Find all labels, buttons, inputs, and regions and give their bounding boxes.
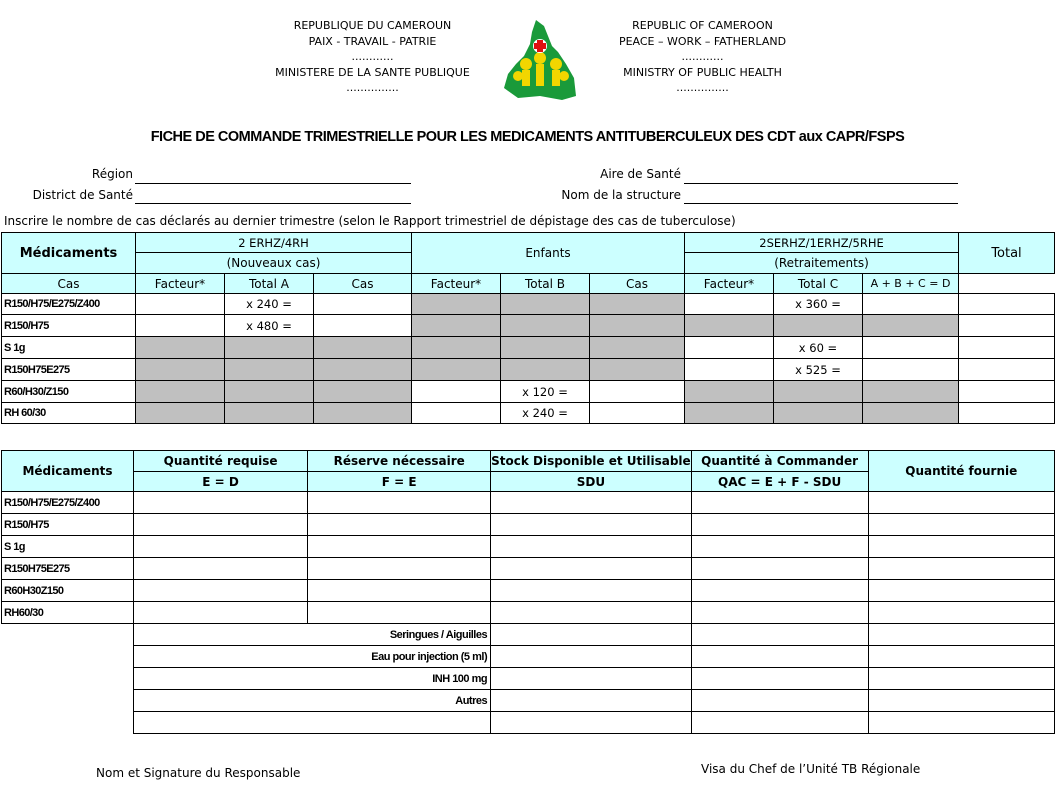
- table-row: [2, 359, 1055, 381]
- cell[interactable]: [133, 492, 307, 514]
- cell[interactable]: [491, 712, 692, 734]
- table-row: [2, 403, 1055, 424]
- form-title: FICHE DE COMMANDE TRIMESTRIELLE POUR LES MEDICAMENTS ANTITUBERCULEUX DES CDT aux CAPR/FSPS: [150, 129, 905, 145]
- shaded-cell: [136, 403, 225, 424]
- cell[interactable]: [133, 580, 307, 602]
- cell[interactable]: [308, 536, 491, 558]
- shaded-cell: [136, 381, 225, 403]
- cell[interactable]: [491, 536, 692, 558]
- shaded-cell: [590, 294, 685, 315]
- facteur-header: Facteur*: [685, 274, 774, 294]
- cell[interactable]: [691, 558, 868, 580]
- cell[interactable]: [868, 536, 1054, 558]
- facteur-cell: x 240 =: [501, 403, 590, 424]
- total-cell[interactable]: [863, 294, 959, 315]
- stock-header: Stock Disponible et Utilisable: [491, 451, 692, 472]
- cell[interactable]: [491, 602, 692, 624]
- shaded-cell: [314, 403, 412, 424]
- table-row: [2, 668, 1055, 690]
- header-left-line: PAIX - TRAVAIL - PATRIE: [308, 34, 437, 48]
- group-b-title: Enfants: [412, 233, 685, 274]
- table-row: [2, 492, 1055, 514]
- facteur-cell: x 525 =: [774, 359, 863, 381]
- cas-header: Cas: [314, 274, 412, 294]
- total-cell[interactable]: [314, 294, 412, 315]
- total-cell[interactable]: [863, 337, 959, 359]
- shaded-cell: [501, 359, 590, 381]
- header-right-line: MINISTRY OF PUBLIC HEALTH: [623, 65, 782, 79]
- cas-cell[interactable]: [412, 381, 501, 403]
- aire-field[interactable]: [684, 183, 958, 184]
- total-a-header: Total A: [225, 274, 314, 294]
- cell[interactable]: [691, 668, 868, 690]
- cell[interactable]: [868, 580, 1054, 602]
- total-c-header: Total C: [774, 274, 863, 294]
- shaded-cell: [225, 381, 314, 403]
- cell[interactable]: [868, 668, 1054, 690]
- facteur-header: Facteur*: [136, 274, 225, 294]
- cas-header: Cas: [590, 274, 685, 294]
- header-right-line: ...............: [676, 81, 729, 94]
- shaded-cell: [225, 359, 314, 381]
- row-label: RH60/30: [2, 602, 134, 624]
- table-row: [2, 646, 1055, 668]
- extra-label: INH 100 mg: [133, 668, 490, 690]
- header-right-line: ............: [681, 50, 724, 63]
- table-row: [2, 536, 1055, 558]
- table-row: [2, 514, 1055, 536]
- cell[interactable]: [491, 514, 692, 536]
- extra-label: Seringues / Aiguilles: [133, 624, 490, 646]
- facteur-cell: x 240 =: [225, 294, 314, 315]
- aire-label: Aire de Santé: [600, 167, 681, 181]
- total-b-header: Total B: [501, 274, 590, 294]
- shaded-cell: [774, 315, 863, 337]
- shaded-cell: [412, 359, 501, 381]
- formula-qac: QAC = E + F - SDU: [691, 472, 868, 492]
- total-d-cell[interactable]: [959, 403, 1055, 424]
- cell[interactable]: [491, 690, 692, 712]
- shaded-cell: [863, 315, 959, 337]
- cell[interactable]: [133, 558, 307, 580]
- facteur-cell: x 120 =: [501, 381, 590, 403]
- shaded-cell: [501, 294, 590, 315]
- cell[interactable]: [868, 646, 1054, 668]
- quantite-commander-header: Quantité à Commander: [691, 451, 868, 472]
- facteur-cell: x 60 =: [774, 337, 863, 359]
- total-d-cell[interactable]: [959, 315, 1055, 337]
- shaded-cell: [590, 337, 685, 359]
- cell[interactable]: [308, 580, 491, 602]
- header-left-line: ............: [351, 50, 394, 63]
- table-row: [2, 690, 1055, 712]
- shaded-cell: [136, 359, 225, 381]
- cell[interactable]: [491, 624, 692, 646]
- cas-header: Cas: [2, 274, 136, 294]
- instruction-text: Inscrire le nombre de cas déclarés au dernier trimestre (selon le Rapport trimestriel de dépistage des cas de tuberculose): [4, 214, 736, 228]
- total-d-cell[interactable]: [959, 294, 1055, 315]
- cell[interactable]: [691, 536, 868, 558]
- total-cell[interactable]: [590, 381, 685, 403]
- row-label: R150H75E275: [2, 359, 136, 381]
- cell[interactable]: [691, 690, 868, 712]
- cell[interactable]: [868, 712, 1054, 734]
- cell[interactable]: [308, 558, 491, 580]
- cell[interactable]: [868, 602, 1054, 624]
- row-label: R60/H30/Z150: [2, 381, 136, 403]
- group-a-subtitle: (Nouveaux cas): [136, 253, 412, 274]
- shaded-cell: [501, 315, 590, 337]
- header-right: [605, 18, 800, 96]
- cell[interactable]: [691, 580, 868, 602]
- district-label: District de Santé: [32, 188, 133, 202]
- total-cell[interactable]: [590, 403, 685, 424]
- medicaments-header: Médicaments: [2, 233, 136, 274]
- row-label: R150/H75/E275/Z400: [2, 492, 134, 514]
- region-field[interactable]: [135, 183, 411, 184]
- cell[interactable]: [308, 514, 491, 536]
- row-label: S 1g: [2, 337, 136, 359]
- structure-field[interactable]: [684, 203, 958, 204]
- shaded-cell: [774, 381, 863, 403]
- row-label: R150/H75: [2, 315, 136, 337]
- total-header: Total: [959, 233, 1055, 274]
- blank-cell: [2, 712, 134, 734]
- cell[interactable]: [691, 514, 868, 536]
- cell[interactable]: [308, 492, 491, 514]
- cell[interactable]: [691, 712, 868, 734]
- reserve-header: Réserve nécessaire: [308, 451, 491, 472]
- shaded-cell: [501, 337, 590, 359]
- signature-responsable-label: Nom et Signature du Responsable: [96, 766, 301, 780]
- region-label: Région: [91, 167, 133, 181]
- table-row: [2, 602, 1055, 624]
- row-label: R150/H75: [2, 514, 134, 536]
- total-d-cell[interactable]: [959, 337, 1055, 359]
- cell[interactable]: [691, 492, 868, 514]
- cell[interactable]: [491, 580, 692, 602]
- cell[interactable]: [691, 646, 868, 668]
- shaded-cell: [863, 381, 959, 403]
- shaded-cell: [412, 315, 501, 337]
- shaded-cell: [225, 337, 314, 359]
- cameroon-map-logo-icon: [500, 16, 580, 102]
- cell[interactable]: [133, 514, 307, 536]
- shaded-cell: [136, 337, 225, 359]
- header-right-line: PEACE – WORK – FATHERLAND: [618, 34, 787, 48]
- cas-cell[interactable]: [412, 403, 501, 424]
- row-label: R150/H75/E275/Z400: [2, 294, 136, 315]
- row-label: R60H30Z150: [2, 580, 134, 602]
- blank-cell: [2, 668, 134, 690]
- cell[interactable]: [491, 492, 692, 514]
- table-row: [2, 712, 1055, 734]
- cell[interactable]: [691, 602, 868, 624]
- cell[interactable]: [133, 602, 307, 624]
- formula-f: F = E: [308, 472, 491, 492]
- formula-sdu: SDU: [491, 472, 692, 492]
- shaded-cell: [774, 403, 863, 424]
- district-field[interactable]: [135, 203, 411, 204]
- table-row: [2, 580, 1055, 602]
- extra-label: Autres: [133, 690, 490, 712]
- group-c-title: 2SERHZ/1ERHZ/5RHE: [685, 233, 959, 253]
- table-row: [2, 337, 1055, 359]
- visa-chef-label: Visa du Chef de l’Unité TB Régionale: [701, 762, 921, 776]
- cas-cell[interactable]: [685, 337, 774, 359]
- cas-cell[interactable]: [685, 294, 774, 315]
- row-label: RH 60/30: [2, 403, 136, 424]
- row-label: R150H75E275: [2, 558, 134, 580]
- blank-cell: [2, 690, 134, 712]
- total-sum-header: A + B + C = D: [863, 274, 959, 294]
- extra-label: Eau pour injection (5 ml): [133, 646, 490, 668]
- cases-table: [1, 232, 1055, 424]
- table-row: [2, 558, 1055, 580]
- shaded-cell: [685, 381, 774, 403]
- header-left: [270, 18, 475, 96]
- cell[interactable]: [868, 558, 1054, 580]
- shaded-cell: [314, 381, 412, 403]
- cell[interactable]: [868, 514, 1054, 536]
- extra-label: [133, 712, 490, 734]
- table-row: [2, 294, 1055, 315]
- total-d-cell[interactable]: [959, 381, 1055, 403]
- shaded-cell: [225, 403, 314, 424]
- blank-cell: [2, 624, 134, 646]
- header-right-line: REPUBLIC OF CAMEROON: [632, 19, 773, 32]
- shaded-cell: [863, 403, 959, 424]
- cell[interactable]: [308, 602, 491, 624]
- formula-e: E = D: [133, 472, 307, 492]
- structure-label: Nom de la structure: [561, 188, 681, 202]
- facteur-cell: x 360 =: [774, 294, 863, 315]
- shaded-cell: [590, 315, 685, 337]
- quantite-fournie-header: Quantité fournie: [868, 451, 1054, 492]
- facteur-header: Facteur*: [412, 274, 501, 294]
- cas-cell[interactable]: [136, 315, 225, 337]
- cell[interactable]: [868, 690, 1054, 712]
- header-left-line: MINISTERE DE LA SANTE PUBLIQUE: [275, 65, 470, 79]
- medicaments-header: Médicaments: [2, 451, 134, 492]
- shaded-cell: [590, 359, 685, 381]
- blank-cell: [2, 646, 134, 668]
- table-row: [2, 315, 1055, 337]
- order-table: [1, 450, 1055, 734]
- header-left-line: REPUBLIQUE DU CAMEROUN: [293, 19, 452, 32]
- group-c-subtitle: (Retraitements): [685, 253, 959, 274]
- total-cell[interactable]: [863, 359, 959, 381]
- shaded-cell: [685, 403, 774, 424]
- cell[interactable]: [868, 492, 1054, 514]
- header-left-line: ...............: [346, 81, 399, 94]
- row-label: S 1g: [2, 536, 134, 558]
- quantite-requise-header: Quantité requise: [133, 451, 307, 472]
- cell[interactable]: [491, 558, 692, 580]
- shaded-cell: [412, 337, 501, 359]
- cell[interactable]: [691, 624, 868, 646]
- cell[interactable]: [491, 646, 692, 668]
- cell[interactable]: [491, 668, 692, 690]
- shaded-cell: [685, 315, 774, 337]
- total-d-cell[interactable]: [959, 359, 1055, 381]
- table-row: [2, 624, 1055, 646]
- shaded-cell: [314, 359, 412, 381]
- cell[interactable]: [133, 536, 307, 558]
- table-row: [2, 381, 1055, 403]
- shaded-cell: [314, 337, 412, 359]
- group-a-title: 2 ERHZ/4RH: [136, 233, 412, 253]
- total-cell[interactable]: [314, 315, 412, 337]
- shaded-cell: [412, 294, 501, 315]
- cas-cell[interactable]: [136, 294, 225, 315]
- facteur-cell: x 480 =: [225, 315, 314, 337]
- cell[interactable]: [868, 624, 1054, 646]
- cas-cell[interactable]: [685, 359, 774, 381]
